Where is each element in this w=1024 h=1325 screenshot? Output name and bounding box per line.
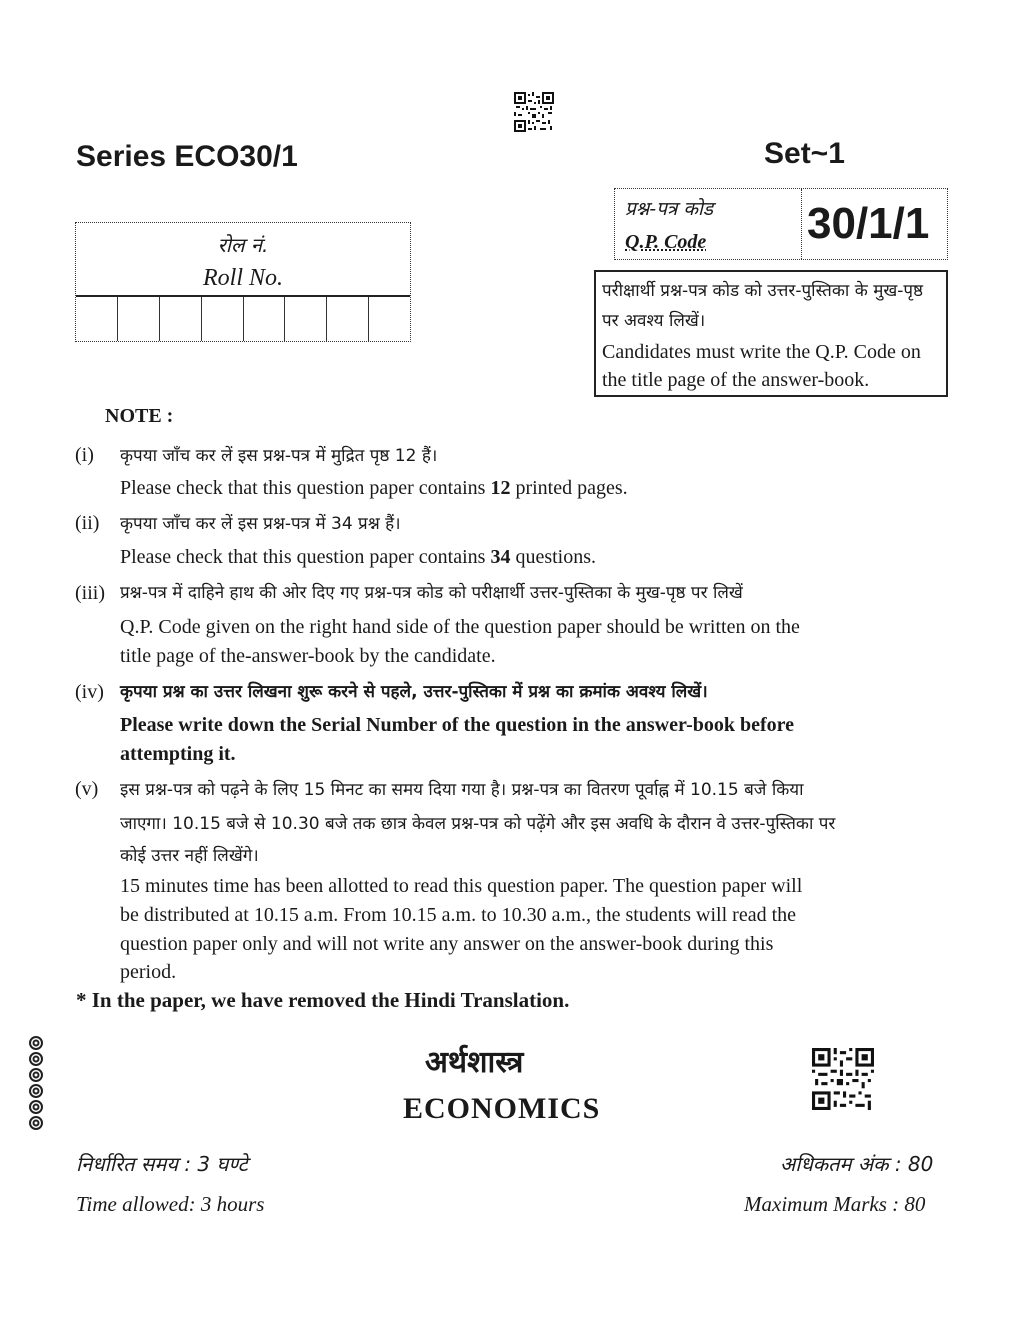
note-english [120, 474, 949, 503]
note-hindi: इस प्रश्न-पत्र को पढ़ने के लिए 15 मिनट का समय दिया गया है। प्रश्न-पत्र का वितरण पूर्वाह्न में 10.15 बजे किया [120, 780, 804, 800]
note-count: 34 [490, 546, 511, 568]
note-english: Please write down the Serial Number of the question in the answer-book before [120, 714, 795, 736]
note-number: (i) [75, 444, 94, 466]
note-number: (iv) [75, 681, 104, 703]
candidate-notice-hindi: परीक्षार्थी प्रश्न-पत्र कोड को उत्तर-पुस्तिका के मुख-पृष्ठ पर अवश्य लिखें। [602, 281, 924, 331]
candidate-notice-english: Candidates must write the Q.P. Code on the title page of the answer-book. [602, 341, 921, 391]
roll-number-cells [76, 297, 410, 341]
qp-code-label-english: Q.P. Code [625, 231, 707, 253]
note-text: Please check that this question paper contains [120, 546, 491, 568]
roll-cell[interactable] [118, 297, 160, 341]
note-english: question paper only and will not write any answer on the answer-book during this [120, 933, 774, 955]
note-number: (ii) [75, 512, 100, 534]
note-english: title page of the-answer-book by the candidate. [120, 645, 496, 667]
roll-label-hindi: रोल नं. [217, 233, 269, 257]
candidate-notice-box [594, 270, 948, 397]
qp-code-label-hindi: प्रश्न-पत्र कोड [625, 198, 714, 220]
roll-cell[interactable] [327, 297, 369, 341]
note-text: questions. [510, 546, 597, 568]
decorative-spiral-icon [22, 1035, 50, 1131]
roll-cell[interactable] [202, 297, 244, 341]
roll-cell[interactable] [244, 297, 286, 341]
note-count: 12 [490, 477, 511, 499]
note-english: Q.P. Code given on the right hand side of the question paper should be written on the [120, 616, 800, 638]
roll-cell[interactable] [160, 297, 202, 341]
maximum-marks-english: Maximum Marks : 80 [744, 1192, 926, 1216]
qp-code-label-cell [615, 189, 802, 259]
qp-code-box [614, 188, 948, 260]
note-english: 15 minutes time has been allotted to read this question paper. The question paper will [120, 875, 803, 897]
subject-qr-code-icon [812, 1048, 874, 1110]
note-text: printed pages. [510, 477, 628, 499]
note-hindi: जाएगा। 10.15 बजे से 10.30 बजे तक छात्र केवल प्रश्न-पत्र को पढ़ेंगे और इस अवधि के दौरान वे उत्तर-पुस्तिका पर [120, 814, 836, 834]
note-heading: NOTE : [105, 405, 174, 427]
qp-code-value: 30/1/1 [807, 199, 930, 248]
time-allowed-hindi: निर्धारित समय : 3 घण्टे [76, 1152, 248, 1176]
note-english: be distributed at 10.15 a.m. From 10.15 a.m. to 10.30 a.m., the students will read the [120, 904, 797, 926]
subject-title-english: ECONOMICS [403, 1092, 601, 1125]
note-english: period. [120, 961, 177, 983]
note-hindi: कृपया जाँच कर लें इस प्रश्न-पत्र में मुद्रित पृष्ठ 12 हैं। [120, 446, 438, 466]
note-hindi: कोई उत्तर नहीं लिखेंगे। [120, 846, 259, 866]
subject-title-hindi: अर्थशास्त्र [425, 1045, 524, 1080]
time-allowed-english: Time allowed: 3 hours [76, 1192, 265, 1216]
note-hindi: कृपया प्रश्न का उत्तर लिखना शुरू करने से पहले, उत्तर-पुस्तिका में प्रश्न का क्रमांक अवश्य लिखें। [120, 682, 708, 702]
removed-translation-note: * In the paper, we have removed the Hindi Translation. [76, 988, 570, 1012]
series-label: Series ECO30/1 [76, 140, 298, 173]
maximum-marks-hindi: अधिकतम अंक : 80 [780, 1152, 934, 1176]
note-text: Please check that this question paper contains [120, 477, 491, 499]
note-english [120, 543, 949, 572]
roll-cell[interactable] [285, 297, 327, 341]
set-label: Set~1 [764, 137, 845, 170]
note-hindi: प्रश्न-पत्र में दाहिने हाथ की ओर दिए गए प्रश्न-पत्र कोड को परीक्षार्थी उत्तर-पुस्तिका के मुख-पृष्ठ पर लिखें [120, 583, 743, 603]
note-hindi: कृपया जाँच कर लें इस प्रश्न-पत्र में 34 प्रश्न हैं। [120, 514, 401, 534]
top-qr-code-icon [514, 92, 554, 132]
roll-cell[interactable] [369, 297, 410, 341]
note-english: attempting it. [120, 743, 236, 765]
note-number: (v) [75, 778, 99, 800]
roll-number-box [75, 222, 411, 342]
note-number: (iii) [75, 582, 105, 604]
roll-cell[interactable] [76, 297, 118, 341]
roll-label-english: Roll No. [202, 265, 283, 291]
